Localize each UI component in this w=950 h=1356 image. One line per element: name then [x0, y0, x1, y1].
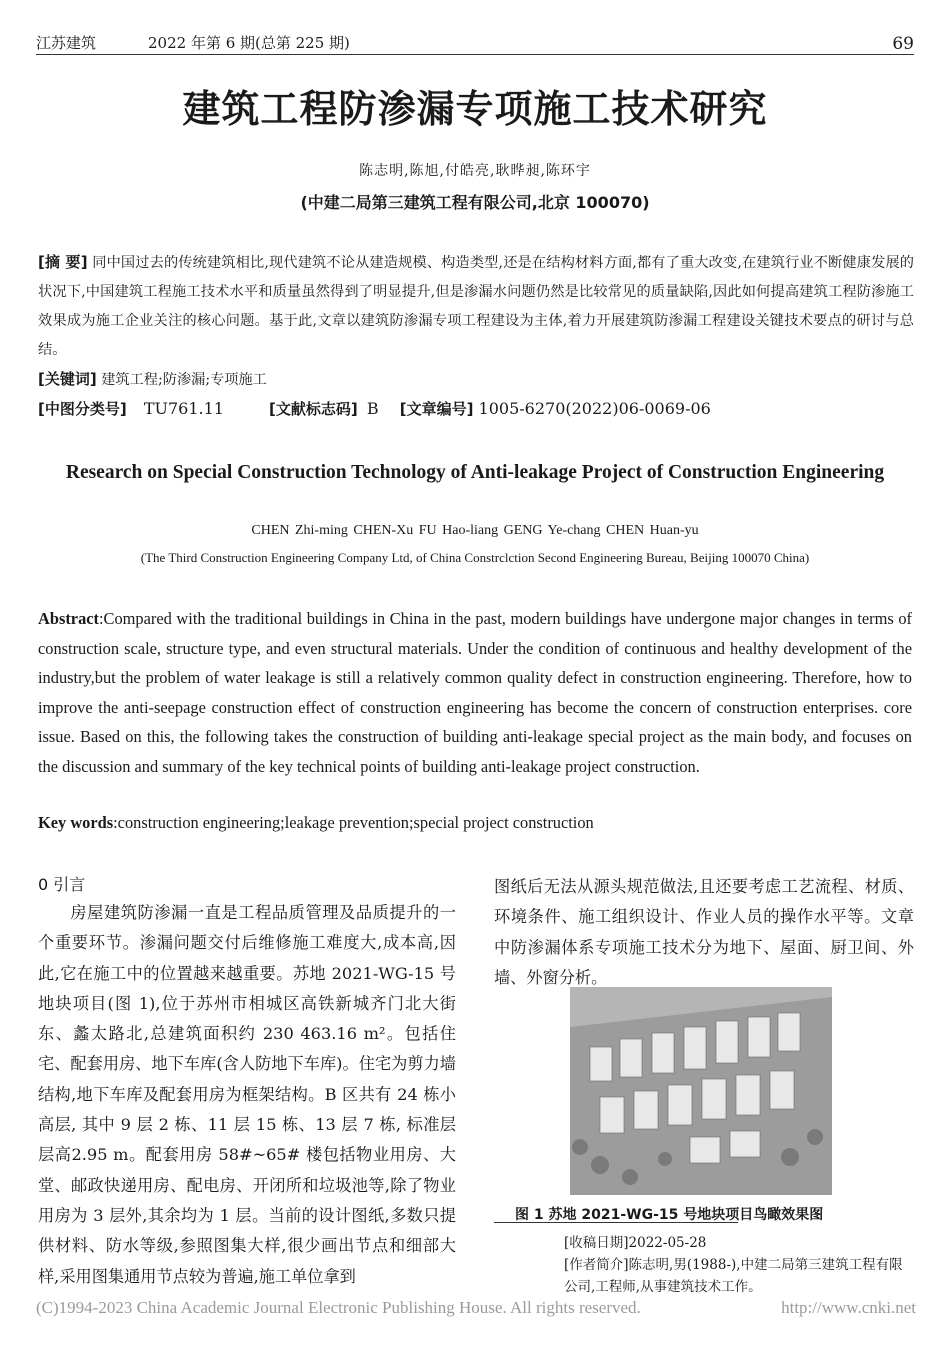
english-authors: CHEN Zhi-ming CHEN-Xu FU Hao-liang GENG Ye-chang CHEN Huan-yu	[251, 523, 699, 538]
watermark-url: http://www.cnki.net	[781, 1298, 916, 1317]
affiliation: (中建二局第三建筑工程有限公司,北京 100070)	[300, 193, 650, 212]
running-header	[36, 30, 914, 55]
watermark-text: (C)1994-2023 China Academic Journal Electronic Publishing House. All rights reserved.	[36, 1298, 641, 1317]
body-column-left	[38, 898, 456, 1292]
article-id-label: [文章编号]	[399, 400, 474, 418]
doc-code-value: B	[366, 399, 379, 418]
english-keywords-label: Key words	[38, 813, 114, 832]
english-keywords	[38, 813, 594, 833]
received-date: [收稿日期]2022-05-28	[564, 1235, 707, 1251]
clc-value: TU761.11	[143, 399, 224, 418]
keywords-text: 建筑工程;防渗漏;专项施工	[101, 372, 267, 388]
authors: 陈志明,陈旭,付皓亮,耿晔昶,陈环宇	[359, 163, 591, 179]
journal-name: 江苏建筑	[36, 34, 97, 52]
english-affiliation: (The Third Construction Engineering Company Ltd, of China Constrclction Second Engineering Bureau, Beijing 100070 China)	[140, 550, 810, 565]
author-intro: [作者简介]陈志明,男(1988-),中建二局第三建筑工程有限公司,工程师,从事建筑技术工作。	[564, 1257, 903, 1295]
chinese-keywords	[38, 368, 267, 389]
figure-caption: 图 1 苏地 2021-WG-15 号地块项目鸟瞰效果图	[515, 1207, 824, 1223]
abstract-text: 同中国过去的传统建筑相比,现代建筑不论从建造规模、构造类型,还是在结构材料方面,都有了重大改变,在建筑行业不断健康发展的状况下,中国建筑工程施工技术水平和质量虽然得到了明显提升,但是渗漏水问题仍然是比较常见的质量缺陷,因此如何提高建筑工程防渗施工效果成为施工企业关注的核心问题。基于此,文章以建筑防渗漏专项工程建设为主体,着力开展建筑防渗漏工程建设关键技术要点的研讨与总结。	[38, 255, 914, 358]
abstract-label: [摘 要]	[38, 253, 88, 271]
keywords-label: [关键词]	[38, 370, 97, 388]
building-model-illustration	[570, 987, 832, 1195]
body-paragraph: 房屋建筑防渗漏一直是工程品质管理及品质提升的一个重要环节。渗漏问题交付后维修施工难度大,成本高,因此,它在施工中的位置越来越重要。苏地 2021-WG-15 号地块项目(图 1),位于苏州市相城区高铁新城齐门北大街东、蠡太路北,总建筑面积约 230 463.16 m²。包括住宅、配套用房、地下车库(含人防地下车库)。住宅为剪力墙结构,地下车库及配套用房为框架结构。B 区共有 24 栋小高层, 其中 9 层 2 栋、11 层 15 栋、13 层 7 栋, 标准层层高2.95 m。配套用房 58#~65# 楼包括物业用房、大堂、邮政快递用房、配电房、开闭所和垃圾池等,除了物业用房为 3 层外,其余均为 1 层。当前的设计图纸,多数只提供材料、防水等级,参照图集大样,很少画出节点和细部大样,采用图集通用节点较为普遍,施工单位拿到	[38, 903, 456, 1286]
doc-code-label: [文献标志码]	[269, 400, 358, 418]
english-abstract-text: :Compared with the traditional buildings in China in the past, modern buildings have undergone major changes in terms of construction scale, structure type, and even structural materials. Under the condition of continuous and healthy development of the industry,but the problem of water leakage is still a relatively common quality defect in construction engineering. Therefore, how to improve the anti-seepage construction effect of construction engineering has become the concern of construction enterprises. core issue. Based on this, the following takes the construction of building anti-leakage special project as the main body, and focuses on the discussion and summary of the key technical points of building anti-leakage project construction.	[38, 609, 912, 776]
section-heading: 0 引言	[38, 875, 86, 894]
english-keywords-text: :construction engineering;leakage prevention;special project construction	[113, 813, 594, 832]
aerial-rendering-image	[570, 987, 832, 1195]
body-column-right: 图纸后无法从源头规范做法,且还要考虑工艺流程、材质、环境条件、施工组织设计、作业人员的操作水平等。文章中防渗漏体系专项施工技术分为地下、屋面、厨卫间、外墙、外窗分析。	[494, 877, 914, 987]
english-abstract	[38, 604, 912, 782]
copyright-watermark	[36, 1298, 916, 1318]
english-title: Research on Special Construction Technology of Anti-leakage Project of Construction Engineering	[65, 462, 885, 483]
english-abstract-label: Abstract	[38, 609, 99, 628]
footnote	[564, 1232, 914, 1298]
footnote-divider	[494, 1222, 738, 1223]
classification-line	[38, 398, 711, 419]
page-number: 69	[892, 34, 914, 54]
clc-label: [中图分类号]	[38, 400, 127, 418]
chinese-abstract	[38, 248, 914, 365]
article-id-value: 1005-6270(2022)06-0069-06	[478, 399, 711, 418]
article-title: 建筑工程防渗漏专项施工技术研究	[182, 87, 768, 131]
issue-info: 2022 年第 6 期(总第 225 期)	[148, 34, 350, 52]
